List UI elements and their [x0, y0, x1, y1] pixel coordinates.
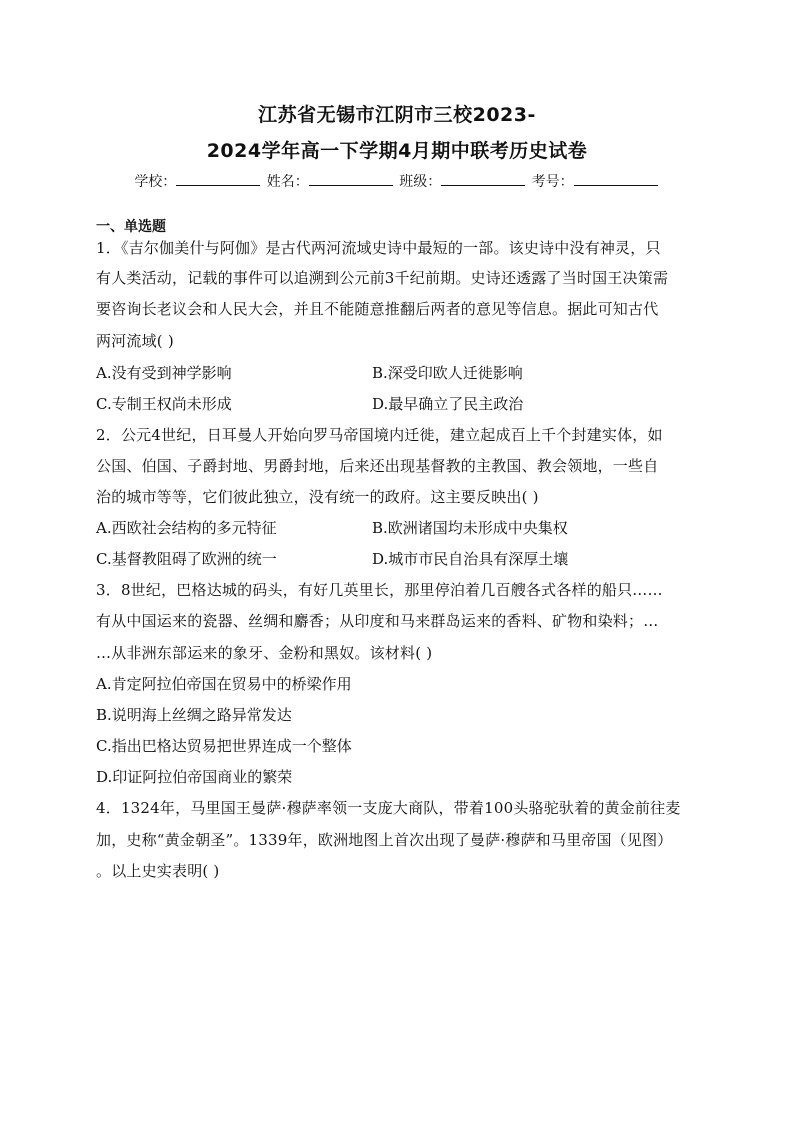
question-2-line-1: 2．公元4世纪，日耳曼人开始向罗马帝国境内迁徙，建立起成百上千个封建实体，如 [96, 426, 663, 444]
class-blank[interactable] [441, 173, 525, 186]
question-1-line-1: 1．《吉尔伽美什与阿伽》是古代两河流域史诗中最短的一部。该史诗中没有神灵，只 [96, 239, 661, 257]
question-2-line-3: 治的城市等等，它们彼此独立，没有统一的政府。这主要反映出( ) [96, 488, 539, 506]
question-3-option-c[interactable]: C.指出巴格达贸易把世界连成一个整体 [96, 737, 352, 755]
question-2-option-a[interactable]: A.西欧社会结构的多元特征 [96, 519, 277, 537]
question-3-option-d[interactable]: D.印证阿拉伯帝国商业的繁荣 [96, 768, 293, 786]
exam-title-line-1: 江苏省无锡市江阴市三校2023- [258, 104, 536, 126]
question-3-line-3: …从非洲东部运来的象牙、金粉和黑奴。该材料( ) [96, 644, 433, 662]
student-info-fields [0, 171, 794, 191]
question-2-option-d[interactable]: D.城市市民自治具有深厚土壤 [372, 550, 569, 568]
question-4-line-1: 4．1324年，马里国王曼萨·穆萨率领一支庞大商队，带着100头骆驼驮着的黄金前往麦 [96, 799, 681, 817]
question-1-line-3: 要咨询长老议会和人民大会，并且不能随意推翻后两者的意见等信息。据此可知古代 [96, 300, 659, 318]
section-heading: 一、单选题 [96, 219, 166, 235]
school-label: 学校： [134, 174, 177, 190]
question-3-line-2: 有从中国运来的瓷器、丝绸和麝香；从印度和马来群岛运来的香料、矿物和染料；… [96, 612, 659, 630]
question-1-option-d[interactable]: D.最早确立了民主政治 [372, 395, 524, 413]
class-label: 班级： [399, 174, 442, 190]
question-1-line-4: 两河流域( ) [96, 332, 174, 350]
question-4-line-2: 加，史称“黄金朝圣”。1339年，欧洲地图上首次出现了曼萨·穆萨和马里帝国（见图） [96, 831, 673, 849]
question-1-option-c[interactable]: C.专制王权尚未形成 [96, 395, 232, 413]
name-blank[interactable] [309, 173, 393, 186]
question-2-option-c[interactable]: C.基督教阻碍了欧洲的统一 [96, 550, 277, 568]
exam-number-label: 考号： [531, 174, 574, 190]
question-3-option-a[interactable]: A.肯定阿拉伯帝国在贸易中的桥梁作用 [96, 675, 352, 693]
question-1-option-b[interactable]: B.深受印欧人迁徙影响 [372, 364, 523, 382]
school-blank[interactable] [176, 173, 260, 186]
question-4-line-3: 。以上史实表明( ) [96, 862, 220, 880]
question-2-line-2: 公国、伯国、子爵封地、男爵封地，后来还出现基督教的主教国、教会领地，一些自 [96, 457, 659, 475]
exam-number-blank[interactable] [574, 173, 658, 186]
question-3-line-1: 3．8世纪，巴格达城的码头，有好几英里长，那里停泊着几百艘各式各样的船只…… [96, 581, 663, 599]
question-1-line-2: 有人类活动，记载的事件可以追溯到公元前3千纪前期。史诗还透露了当时国王决策需 [96, 269, 669, 287]
exam-title-line-2: 2024学年高一下学期4月期中联考历史试卷 [206, 140, 588, 162]
question-1-option-a[interactable]: A.没有受到神学影响 [96, 364, 232, 382]
question-2-option-b[interactable]: B.欧洲诸国均未形成中央集权 [372, 519, 568, 537]
name-label: 姓名： [266, 174, 309, 190]
question-3-option-b[interactable]: B.说明海上丝绸之路异常发达 [96, 706, 292, 724]
